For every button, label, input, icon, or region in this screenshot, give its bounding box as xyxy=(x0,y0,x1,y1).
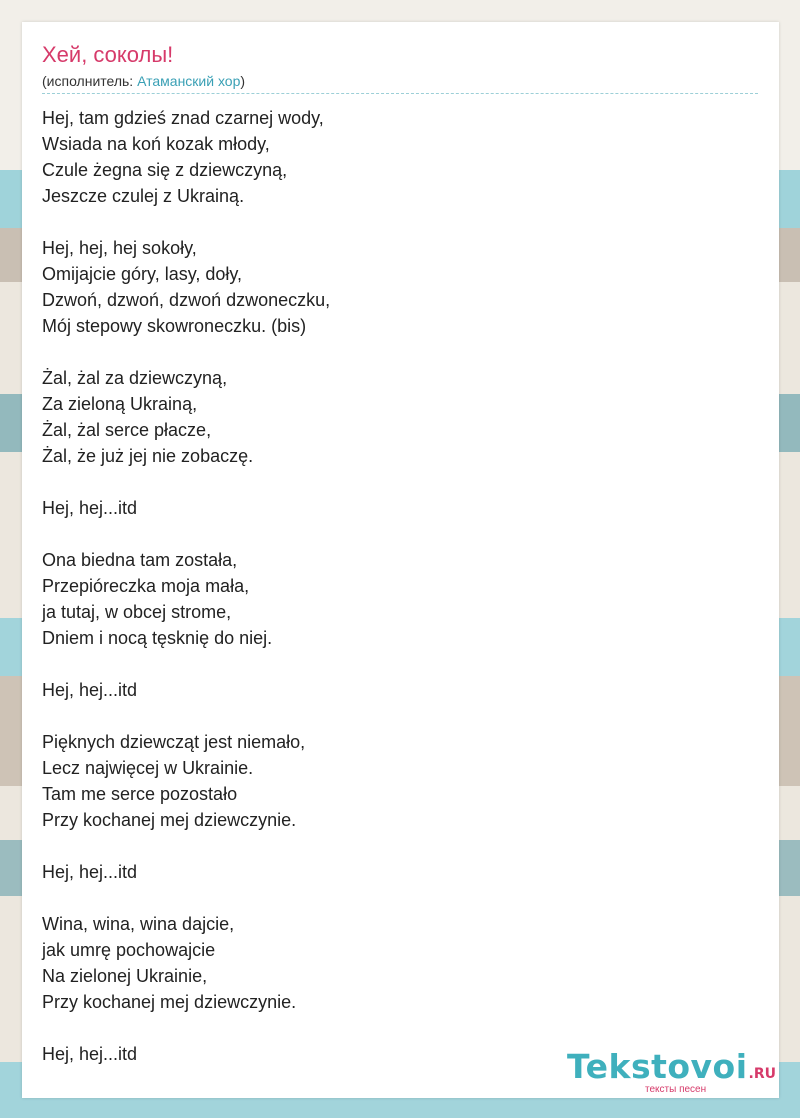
stanza-break xyxy=(42,339,742,365)
artist-line xyxy=(42,73,245,89)
stanza-break xyxy=(42,703,742,729)
lyric-line: Jeszcze czulej z Ukrainą. xyxy=(42,186,245,206)
lyric-line: ja tutaj, w obcej strome, xyxy=(42,602,232,622)
stanza-break xyxy=(42,885,742,911)
lyric-line: Dzwoń, dzwoń, dzwoń dzwoneczku, xyxy=(42,290,331,310)
lyric-line: Hej, hej...itd xyxy=(42,498,138,518)
site-logo[interactable] xyxy=(567,1047,777,1100)
lyric-line: Tam me serce pozostało xyxy=(42,784,238,804)
stanza-break xyxy=(42,833,742,859)
lyric-line: Wsiada na koń kozak młody, xyxy=(42,134,270,154)
lyric-line: Hej, hej, hej sokoły, xyxy=(42,238,197,258)
lyric-line: Żal, że już jej nie zobaczę. xyxy=(42,446,254,466)
lyric-line: Lecz najwięcej w Ukrainie. xyxy=(42,758,254,778)
stanza-break xyxy=(42,1015,742,1041)
lyric-line: Przy kochanej mej dziewczynie. xyxy=(42,992,297,1012)
lyric-line: jak umrę pochowajcie xyxy=(42,940,216,960)
stanza-break xyxy=(42,469,742,495)
dotted-divider xyxy=(42,93,758,94)
lyric-line: Żal, żal za dziewczyną, xyxy=(42,368,228,388)
stanza-break xyxy=(42,651,742,677)
artist-link[interactable]: Атаманский хор xyxy=(137,73,241,89)
lyric-line: Pięknych dziewcząt jest niemało, xyxy=(42,732,306,752)
lyric-line: Hej, tam gdzieś znad czarnej wody, xyxy=(42,108,324,128)
lyric-line: Omijajcie góry, lasy, doły, xyxy=(42,264,243,284)
lyric-line: Wina, wina, wina dajcie, xyxy=(42,914,235,934)
lyric-line: Na zielonej Ukrainie, xyxy=(42,966,208,986)
lyric-line: Hej, hej...itd xyxy=(42,1044,138,1064)
lyric-line: Za zieloną Ukrainą, xyxy=(42,394,198,414)
artist-suffix: ) xyxy=(240,73,246,89)
lyrics-text xyxy=(42,105,742,1067)
lyric-line: Hej, hej...itd xyxy=(42,680,138,700)
song-title: Хей, соколы! xyxy=(42,42,174,67)
logo-tagline: тексты песен xyxy=(645,1084,707,1095)
lyric-line: Przepióreczka moja mała, xyxy=(42,576,250,596)
lyric-line: Hej, hej...itd xyxy=(42,862,138,882)
lyric-line: Czule żegna się z dziewczyną, xyxy=(42,160,288,180)
artist-prefix: (исполнитель: xyxy=(42,73,138,89)
lyric-line: Przy kochanej mej dziewczynie. xyxy=(42,810,297,830)
lyric-line: Dniem i nocą tęsknię do niej. xyxy=(42,628,273,648)
lyric-line: Mój stepowy skowroneczku. (bis) xyxy=(42,316,307,336)
logo-main-text: Tekstovoi xyxy=(567,1047,748,1086)
logo-suffix: .RU xyxy=(748,1066,777,1082)
lyric-line: Ona biedna tam została, xyxy=(42,550,238,570)
stanza-break xyxy=(42,209,742,235)
lyrics-page xyxy=(22,22,779,1098)
lyric-line: Żal, żal serce płacze, xyxy=(42,420,212,440)
stanza-break xyxy=(42,521,742,547)
